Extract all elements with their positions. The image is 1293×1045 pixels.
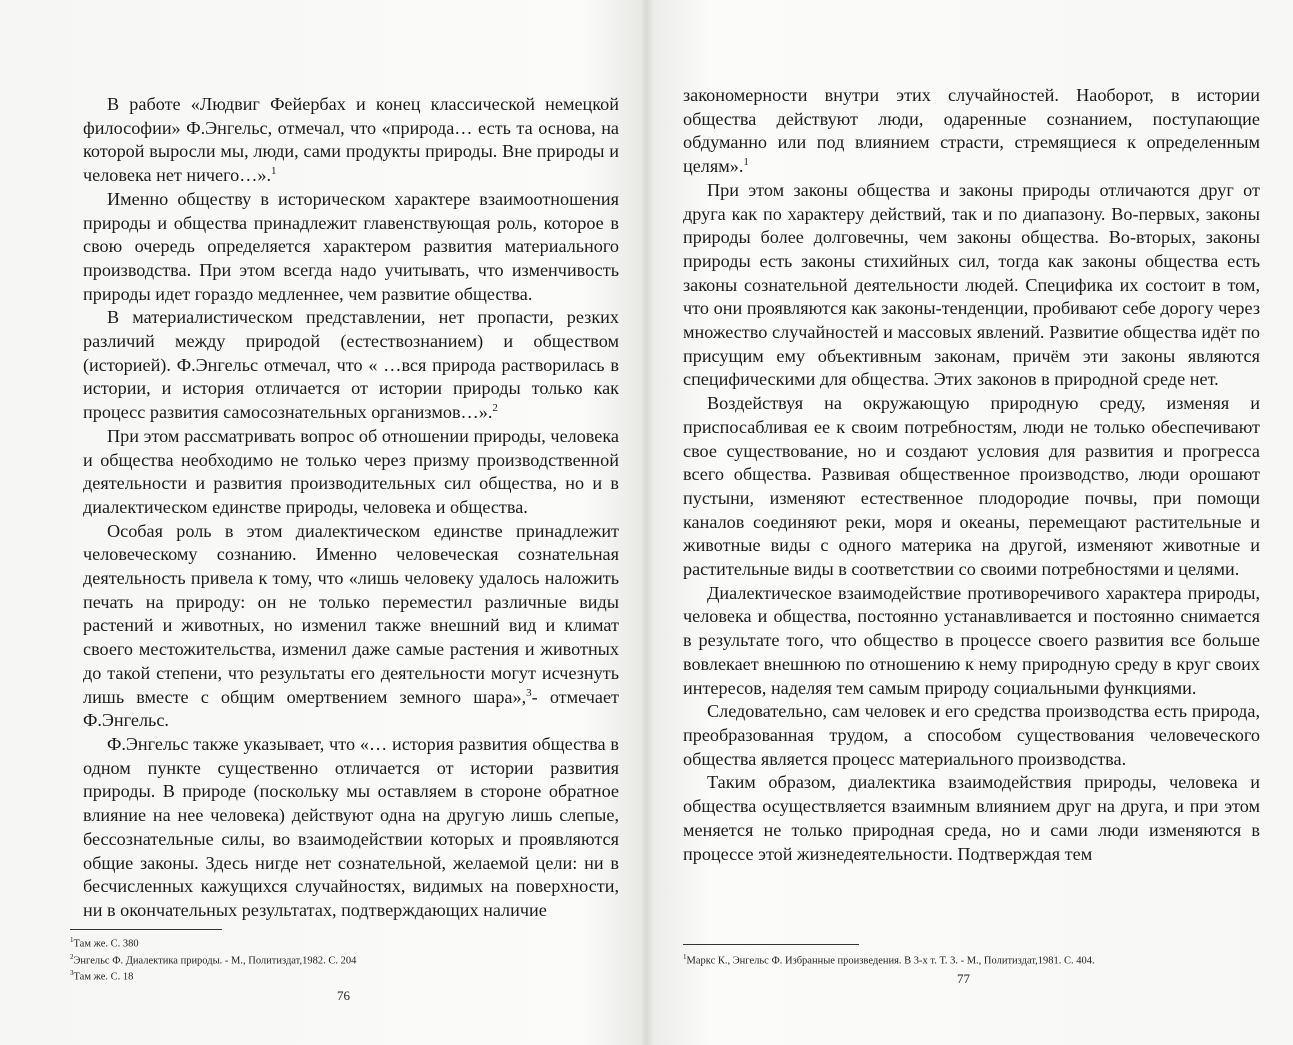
- paragraph: Именно обществу в историческом характере взаимоотношения природы и общества принадлежит главенствующая роль, которое в свою очередь определяется характером развития материального производства. При этом всегда надо учитывать, что изменчивость природы идет гораздо медленнее, чем развитие общества.: [83, 188, 619, 304]
- footnote: $^1$Там же. С. 380: [70, 936, 139, 950]
- paragraph: Диалектическое взаимодействие противоречивого характера природы, человека и общества, постоянно устанавливается и постоянно снимается в результате того, что общество в процессе своего развития все больше вовлекает внешнюю по отношению к нему природную среду в круг своих интересов, наделяя тем самым природу социальными функциями.: [683, 582, 1260, 698]
- footnote-divider: [683, 944, 859, 945]
- paragraph: Ф.Энгельс также указывает, что «… история развития общества в одном пункте существенно отличается от истории развития природы. В природе (поскольку мы оставляем в стороне обратное влияние на нее человека) действуют одна на другую лишь слепые, бессознательные силы, во взаимодействии которых и проявляются общие законы. Здесь нигде нет сознательной, желаемой цели: ни в бесчисленных кажущихся случайностях, видимых на поверхности, ни в окончательных результатах, подтверждающих наличие: [83, 733, 619, 920]
- right-page-body: [683, 84, 1260, 866]
- left-page-body: [83, 93, 619, 923]
- footnote-ref[interactable]: 2: [492, 402, 498, 415]
- footnote: $^2$Энгельс Ф. Диалектика природы. - М., Политиздат,1982. С. 204: [70, 952, 357, 966]
- paragraph: Таким образом, диалектика взаимодействия природы, человека и общества осуществляется взаимным влиянием друг на друга, и при этом меняется не только природная среда, но и сами люди изменяются в процессе этой жизнедеятельности. Подтверждая тем: [683, 772, 1260, 864]
- paragraph: В материалистическом представлении, нет пропасти, резких различий между природой (естествознанием) и обществом (историей). Ф.Энгельс отмечал, что « …вся природа растворилась в истории, и история отличается от истории природы только как процесс развития самосознательных организмов…».$^2$: [83, 307, 619, 423]
- footnote-ref[interactable]: 3: [526, 686, 532, 699]
- paragraph: При этом рассматривать вопрос об отношении природы, человека и общества необходимо не только через призму производственной деятельности и развития производительных сил общества, но и в диалектическом единстве природы, человека и общества.: [83, 425, 619, 517]
- paragraph: При этом законы общества и законы природы отличаются друг от друга как по характеру действий, так и по диапазону. Во-первых, законы природы более долговечны, чем законы общества. Во-вторых, законы природы есть законы стихийных сил, тогда как законы общества есть законы сознательной деятельности людей. Специфика их состоит в том, что они проявляются как законы-тенденции, пробивают себе дорогу через множество случайностей и массовых явлений. Развитие общества идёт по присущим ему объективным законам, причём эти законы являются специфическими для общества. Этих законов в природной среде нет.: [683, 179, 1260, 390]
- footnotes: [683, 951, 1243, 968]
- right-page: [646, 0, 1293, 1045]
- footnotes: [70, 934, 490, 984]
- page-number: 77: [957, 971, 970, 986]
- paragraph: В работе «Людвиг Фейербах и конец классической немецкой философии» Ф.Энгельс, отмечал, что «природа… есть та основа, на которой выросли мы, люди, сами продукты природы. Вне природы и человека нет ничего…».$^1$: [83, 94, 619, 186]
- footnote: $^1$Маркс К., Энгельс Ф. Избранные произведения. В 3-х т. Т. 3. - М., Политиздат,1981. С. 404.: [683, 953, 1095, 967]
- paragraph: Следовательно, сам человек и его средства производства есть природа, преобразованная трудом, а способом существования человеческого общества является процесс материального производства.: [683, 701, 1260, 769]
- footnote-divider: [70, 929, 222, 930]
- paragraph: Воздействуя на окружающую природную среду, изменяя и приспосабливая ее к своим потребностям, люди не только обеспечивают свое существование, но и создают условия для развития и прогресса всего общества. Развивая общественное производство, люди орошают пустыни, изменяют естественное плодородие почвы, при помощи каналов соединяют реки, моря и океаны, перемещают растительные и животные виды с одного материка на другой, изменяют животные и растительные виды в соответствии со своими потребностями и целями.: [683, 393, 1260, 580]
- footnote-ref[interactable]: 1: [271, 165, 277, 178]
- footnote: $^3$Там же. С. 18: [70, 969, 134, 983]
- left-page: [0, 0, 646, 1045]
- footnote-ref[interactable]: 1: [743, 156, 749, 169]
- paragraph: Особая роль в этом диалектическом единстве принадлежит человеческому сознанию. Именно человеческая сознательная деятельность привела к тому, что «лишь человеку удалось наложить печать на природу: он не только переместил различные виды растений и животных, но изменил также внешний вид и климат своего местожительства, изменил даже самые растения и животных до такой степени, что результаты его деятельности могут исчезнуть лишь вместе с общим омертвением земного шара»,$^3$- отмечает Ф.Энгельс.: [83, 520, 619, 731]
- paragraph-continued: закономерности внутри этих случайностей. Наоборот, в истории общества действуют люди, одаренные сознанием, поступающие обдуманно или под влиянием страсти, стремящиеся к определенным целям».$^1$: [683, 85, 1260, 177]
- page-number: 76: [337, 988, 350, 1003]
